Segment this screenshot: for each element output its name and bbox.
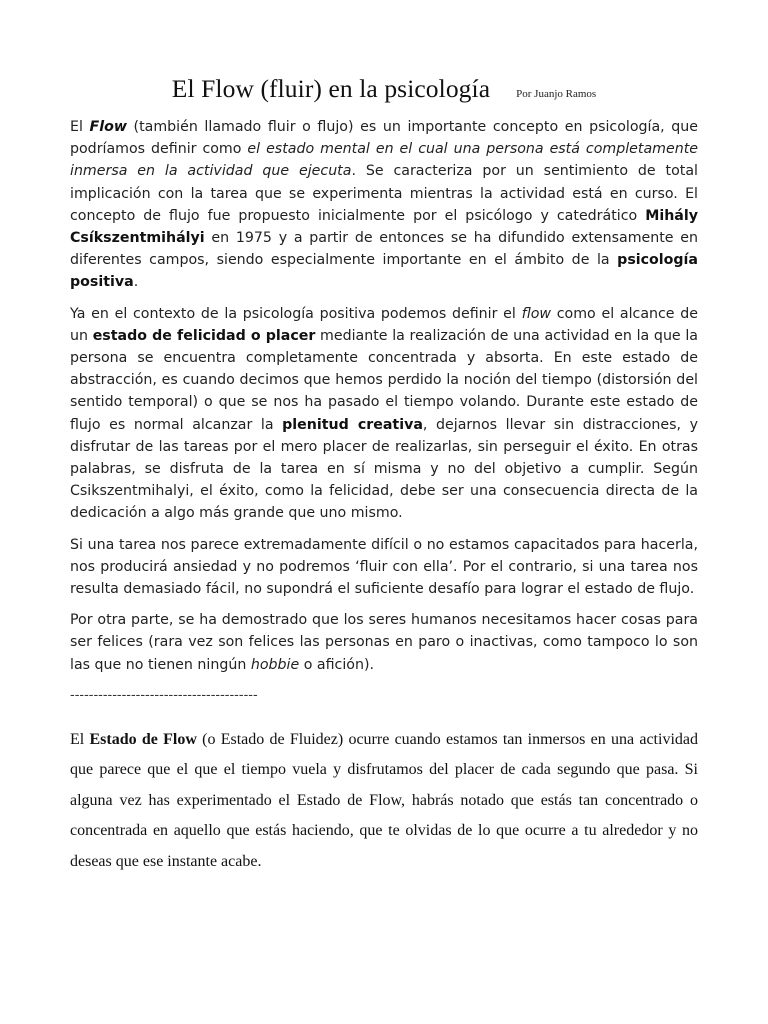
paragraph-1: [70, 116, 698, 294]
p5-flow-state: Estado de Flow: [89, 730, 197, 748]
p5-text-1: El: [70, 730, 90, 748]
p2-happiness-state: estado de felicidad o placer: [92, 327, 316, 344]
p2-text-4: , dejarnos llevar sin distracciones, y disfrutar de las tareas por el mero placer de realizarlas, sin perseguir el éxito. En otras palabras, se disfruta de la tarea en sí misma y no del objetivo a cumplir. Según Csikszentmihalyi, el éxito, como la felicidad, debe ser una consecuencia directa de la dedicación a algo más grande que uno mismo.: [70, 416, 698, 522]
p4-text-1: Por otra parte, se ha demostrado que los seres humanos necesitamos hacer cosas para ser felices (rara vez son felices las personas en paro o inactivas, como tampoco lo son las que no tienen ningún: [70, 612, 698, 673]
p4-hobbie-term: hobbie: [250, 656, 300, 673]
article-body: [70, 116, 698, 877]
p1-text-1: El: [70, 119, 90, 135]
separator-line: ----------------------------------------: [70, 687, 258, 703]
p2-creative-fullness: plenitud creativa: [282, 416, 423, 433]
paragraph-2: [70, 303, 698, 525]
paragraph-3: [70, 534, 698, 601]
p2-text-1: Ya en el contexto de la psicología positiva podemos definir el: [70, 305, 522, 322]
p1-text-4: en 1975 y a partir de entonces se ha difundido extensamente en diferentes campos, siendo especialmente importante en el ámbito de la: [70, 230, 698, 269]
p2-text-3: mediante la realización de una actividad en la que la persona se encuentra completamente concentrada y absorta. En este estado de abstracción, es cuando decimos que hemos perdido la noción del tiempo (distorsión del sentido temporal) o que se nos ha pasado el tiempo volando. Durante este estado de flujo es normal alcanzar la: [70, 327, 698, 433]
p4-text-2: o afición).: [299, 656, 374, 673]
p1-text-2: (también llamado fluir o flujo) es un importante concepto en psicología, que podríamos definir como: [70, 119, 698, 158]
p1-author-name: Mihály Csíkszentmihályi: [70, 207, 698, 247]
p3-text-1: Si una tarea nos parece extremadamente difícil o no estamos capacitados para hacerla, nos producirá ansiedad y no podremos ‘fluir con ella’. Por el contrario, si una tarea nos resulta demasiado fácil, no supondrá el suficiente desafío para lograr el estado de flujo.: [70, 536, 698, 598]
paragraph-4: [70, 609, 698, 676]
page-title: El Flow (fluir) en la psicología: [171, 74, 491, 103]
title-line: [0, 74, 768, 104]
byline: Por Juanjo Ramos: [516, 88, 597, 100]
p5-text-2: (o Estado de Fluidez) ocurre cuando estamos tan inmersos en una actividad que parece que el que el tiempo vuela y disfrutamos del placer de cada segundo que pasa. Si alguna vez has experimentado el Estado de Flow, habrás notado que estás tan concentrado o concentrada en aquello que estás haciendo, que te olvidas de lo que ocurre a tu alrededor y no deseas que ese instante acabe.: [70, 730, 698, 870]
p2-text-2: como el alcance de un: [70, 305, 699, 344]
p1-positive-psychology: psicología positiva: [70, 252, 698, 291]
p2-flow-term: flow: [521, 305, 552, 322]
p1-definition: el estado mental en el cual una persona está completamente inmersa en la actividad que ejecuta: [70, 141, 698, 180]
p1-text-5: .: [133, 274, 139, 291]
p1-flow-term: Flow: [89, 119, 127, 135]
paragraph-5: [70, 725, 698, 878]
p1-text-3: . Se caracteriza por un sentimiento de total implicación con la tarea que se experimenta mientras la actividad está en curso. El concepto de flujo fue propuesto inicialmente por el psicólogo y catedrático: [70, 163, 698, 224]
